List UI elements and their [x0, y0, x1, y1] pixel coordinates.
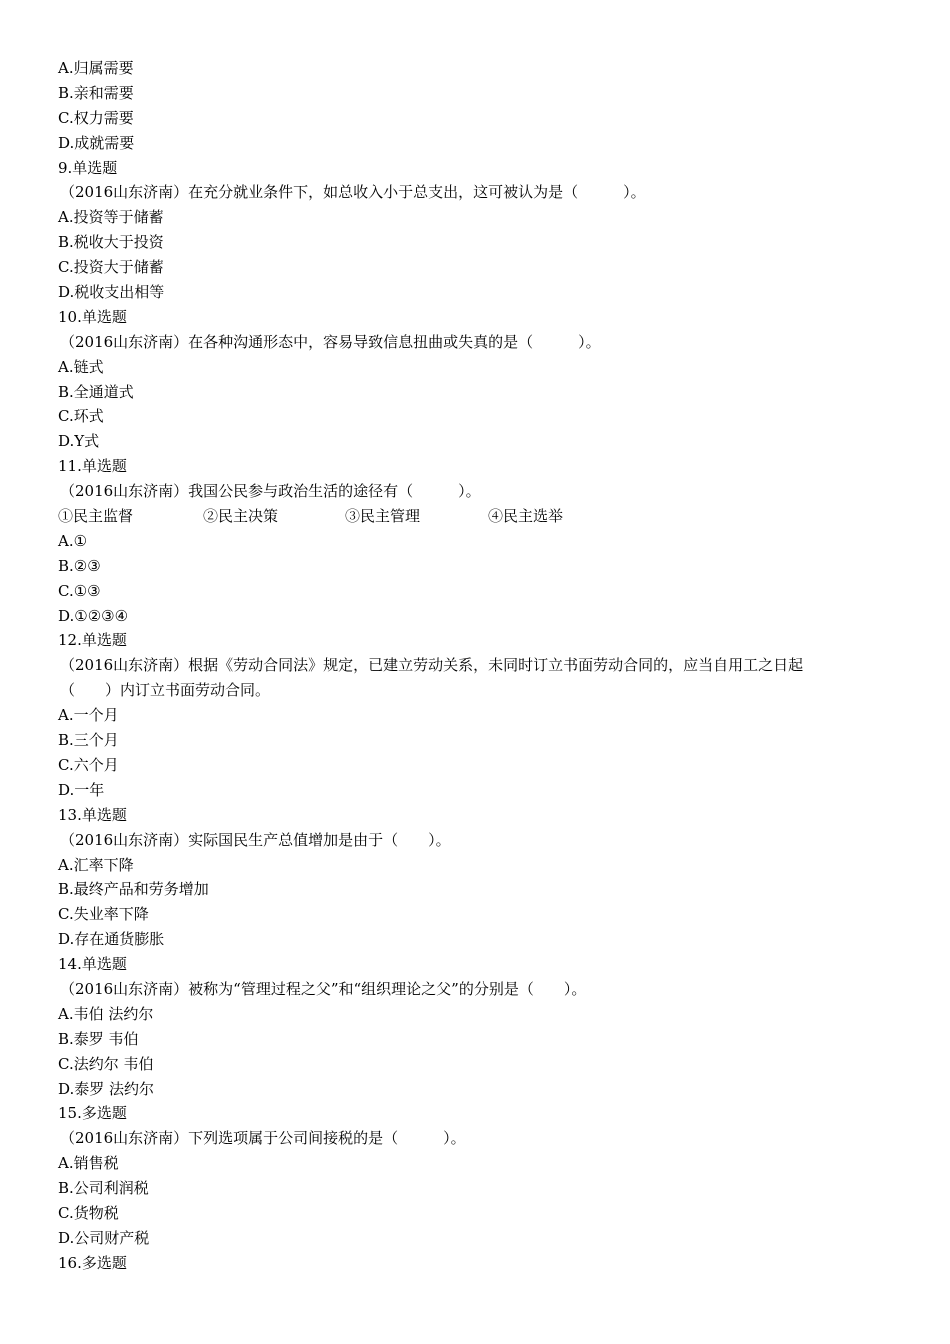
option-a: A.汇率下降	[58, 855, 134, 874]
option-d: D.成就需要	[58, 133, 135, 152]
question-header: 16.多选题	[58, 1253, 127, 1272]
question-16	[58, 1251, 898, 1276]
question-header: 9.单选题	[58, 158, 118, 177]
option-c: C.六个月	[58, 755, 119, 774]
option-d: D.泰罗 法约尔	[58, 1079, 155, 1098]
question-header: 15.多选题	[58, 1104, 127, 1123]
question-stem-line-2: （ ）内订立书面劳动合同。	[60, 681, 271, 700]
question-header: 11.单选题	[58, 457, 127, 476]
question-13	[58, 803, 898, 952]
question-10	[58, 305, 898, 454]
option-d: D.税收支出相等	[58, 283, 165, 302]
option-d: D.存在通货膨胀	[58, 930, 165, 949]
option-b: B.最终产品和劳务增加	[58, 880, 209, 899]
numbered-choices	[58, 504, 898, 529]
option-c: C.权力需要	[58, 108, 134, 127]
option-c: C.环式	[58, 407, 104, 426]
option-d: D.Y式	[58, 432, 100, 451]
question-stem: （2016山东济南）在充分就业条件下，如总收入小于总支出，这可被认为是（ ）。	[60, 183, 646, 202]
option-c: C.①③	[58, 581, 101, 600]
option-a: A.①	[58, 531, 88, 550]
document-page	[58, 56, 898, 1276]
option-b: B.税收大于投资	[58, 233, 164, 252]
question-stem: （2016山东济南）下列选项属于公司间接税的是（ ）。	[60, 1129, 466, 1148]
question-header: 10.单选题	[58, 307, 127, 326]
option-a: A.归属需要	[58, 59, 134, 77]
choice-4: ④民主选举	[488, 507, 564, 526]
choice-2: ②民主决策	[203, 507, 279, 526]
option-d: D.公司财产税	[58, 1228, 150, 1247]
question-12	[58, 628, 898, 802]
question-stem: （2016山东济南）我国公民参与政治生活的途径有（ ）。	[60, 482, 481, 501]
option-d: D.一年	[58, 780, 105, 799]
option-b: B.②③	[58, 556, 101, 575]
option-a: A.投资等于储蓄	[58, 208, 164, 227]
option-b: B.三个月	[58, 731, 119, 750]
question-9	[58, 156, 898, 305]
question-14	[58, 952, 898, 1101]
option-a: A.链式	[58, 357, 104, 376]
question-stem: （2016山东济南）在各种沟通形态中，容易导致信息扭曲或失真的是（ ）。	[60, 332, 601, 351]
option-b: B.亲和需要	[58, 83, 134, 102]
option-b: B.泰罗 韦伯	[58, 1029, 139, 1048]
question-stem: （2016山东济南）被称为“管理过程之父”和“组织理论之父”的分别是（ ）。	[60, 979, 587, 998]
question-header: 14.单选题	[58, 955, 127, 974]
question-header: 13.单选题	[58, 805, 127, 824]
option-b: B.公司利润税	[58, 1179, 149, 1198]
option-c: C.投资大于储蓄	[58, 258, 164, 277]
question-11	[58, 454, 898, 628]
question-8-options	[58, 56, 898, 156]
question-15	[58, 1101, 898, 1250]
option-a: A.韦伯 法约尔	[58, 1004, 154, 1023]
question-stem-line-1: （2016山东济南）根据《劳动合同法》规定，已建立劳动关系，未同时订立书面劳动合同的，应当自用工之日起	[60, 656, 804, 675]
option-c: C.货物税	[58, 1203, 119, 1222]
option-c: C.失业率下降	[58, 905, 149, 924]
option-a: A.一个月	[58, 706, 119, 725]
option-c: C.法约尔 韦伯	[58, 1054, 154, 1073]
choice-3: ③民主管理	[345, 507, 421, 526]
question-header: 12.单选题	[58, 631, 127, 650]
option-d: D.①②③④	[58, 606, 129, 625]
option-a: A.销售税	[58, 1154, 119, 1173]
option-b: B.全通道式	[58, 382, 134, 401]
question-stem: （2016山东济南）实际国民生产总值增加是由于（ ）。	[60, 830, 451, 849]
choice-1: ①民主监督	[58, 507, 134, 526]
